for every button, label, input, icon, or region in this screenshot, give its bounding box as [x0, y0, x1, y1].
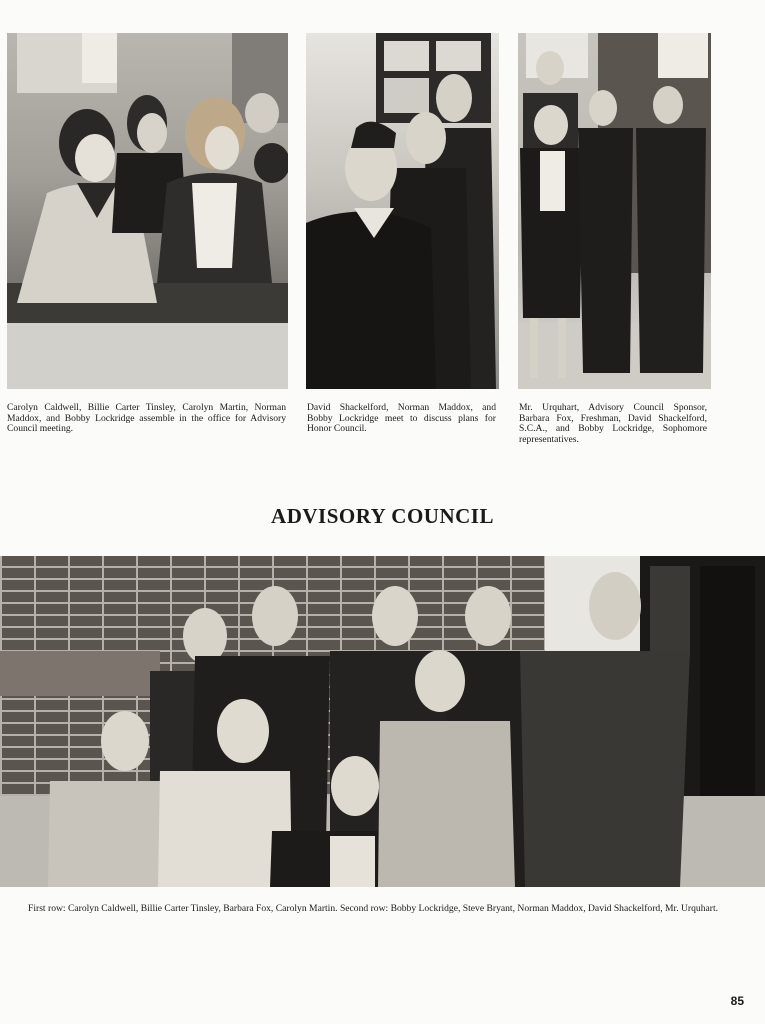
section-title: ADVISORY COUNCIL: [271, 504, 494, 528]
page-number: 85: [730, 994, 744, 1008]
photo-caption: Mr. Urquhart, Advisory Council Sponsor, Barbara Fox, Freshman, David Shackelford, S.C.A., and Bobby Lockridge, Sophomore representatives.: [519, 402, 707, 445]
photo-office-meeting: [7, 33, 288, 389]
photo-honor-council: [306, 33, 499, 389]
photo-caption: David Shackelford, Norman Maddox, and Bobby Lockridge meet to discuss plans for Honor Council.: [307, 402, 496, 435]
photo-representatives: [518, 33, 711, 389]
photo-group-advisory-council: [0, 556, 765, 887]
group-photo-caption: First row: Carolyn Caldwell, Billie Carter Tinsley, Barbara Fox, Carolyn Martin. Second row: Bobby Lockridge, Steve Bryant, Norman Maddox, David Shackelford, Mr. Urquhart.: [28, 903, 719, 914]
photo-caption: Carolyn Caldwell, Billie Carter Tinsley, Carolyn Martin, Norman Maddox, and Bobby Lockridge assemble in the office for Advisory Council meeting.: [7, 402, 286, 435]
